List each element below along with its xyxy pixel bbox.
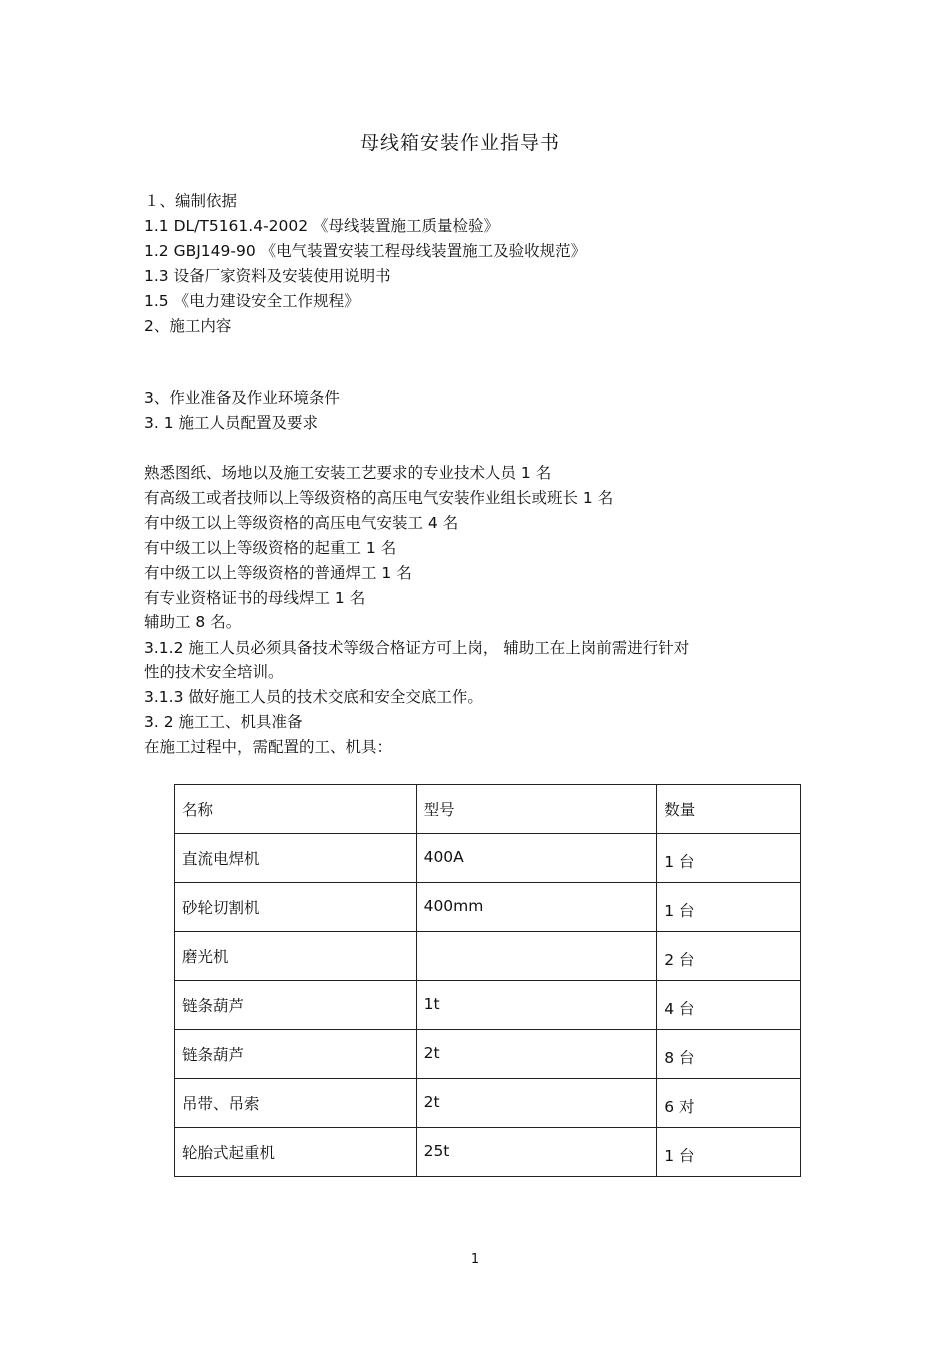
table-row — [175, 834, 801, 883]
cell-quantity: 8 台 — [657, 1030, 801, 1079]
tools-table — [174, 784, 801, 1177]
cell-name: 磨光机 — [175, 932, 417, 981]
table-header-row — [175, 785, 801, 834]
cell-name: 链条葫芦 — [175, 1030, 417, 1079]
requirement-3-1-2: 3.1.2 施工人员必须具备技术等级合格证方可上岗， 辅助工在上岗前需进行针对 — [144, 639, 690, 657]
cell-model: 25t — [416, 1128, 657, 1177]
table-row — [175, 883, 801, 932]
cell-name: 吊带、吊索 — [175, 1079, 417, 1128]
cell-name: 直流电焊机 — [175, 834, 417, 883]
tools-intro: 在施工过程中，需配置的工、机具： — [144, 738, 393, 756]
table-row — [175, 981, 801, 1030]
cell-quantity: 6 对 — [657, 1079, 801, 1128]
page-number: 1 — [470, 1252, 480, 1267]
document-title: 母线箱安装作业指导书 — [359, 132, 560, 154]
staff-line: 有中级工以上等级资格的高压电气安装工 4 名 — [144, 514, 459, 532]
cell-quantity: 4 台 — [657, 981, 801, 1030]
staff-line: 辅助工 8 名。 — [144, 613, 242, 631]
basis-item-1-2: 1.2 GBJ149-90 《电气装置安装工程母线装置施工及验收规范》 — [144, 242, 587, 260]
table-row — [175, 1128, 801, 1177]
header-name: 名称 — [175, 785, 417, 834]
cell-quantity: 1 台 — [657, 883, 801, 932]
cell-model: 400A — [416, 834, 657, 883]
basis-item-1-3: 1.3 设备厂家资料及安装使用说明书 — [144, 267, 391, 285]
cell-quantity: 2 台 — [657, 932, 801, 981]
cell-model: 2t — [416, 1079, 657, 1128]
staff-config-heading: 3. 1 施工人员配置及要求 — [144, 414, 319, 432]
basis-item-1-1: 1.1 DL/T5161.4-2002 《母线装置施工质量检验》 — [144, 217, 500, 235]
staff-line: 有专业资格证书的母线焊工 1 名 — [144, 589, 366, 607]
cell-model: 400mm — [416, 883, 657, 932]
cell-quantity: 1 台 — [657, 1128, 801, 1177]
requirement-3-1-3: 3.1.3 做好施工人员的技术交底和安全交底工作。 — [144, 688, 483, 706]
cell-name: 砂轮切割机 — [175, 883, 417, 932]
cell-quantity: 1 台 — [657, 834, 801, 883]
prep-heading: 3、作业准备及作业环境条件 — [144, 389, 340, 407]
header-model: 型号 — [416, 785, 657, 834]
staff-line: 有高级工或者技师以上等级资格的高压电气安装作业组长或班长 1 名 — [144, 489, 614, 507]
cell-model: 2t — [416, 1030, 657, 1079]
staff-line: 有中级工以上等级资格的普通焊工 1 名 — [144, 564, 412, 582]
table-row — [175, 1030, 801, 1079]
basis-item-1-5: 1.5 《电力建设安全工作规程》 — [144, 292, 360, 310]
cell-model — [416, 932, 657, 981]
cell-name: 轮胎式起重机 — [175, 1128, 417, 1177]
basis-heading: １、编制依据 — [144, 192, 238, 210]
table-row — [175, 932, 801, 981]
header-quantity: 数量 — [657, 785, 801, 834]
cell-model: 1t — [416, 981, 657, 1030]
tools-heading: 3. 2 施工工、机具准备 — [144, 713, 303, 731]
cell-name: 链条葫芦 — [175, 981, 417, 1030]
staff-line: 有中级工以上等级资格的起重工 1 名 — [144, 539, 397, 557]
requirement-3-1-2-cont: 性的技术安全培训。 — [144, 663, 284, 681]
table-row — [175, 1079, 801, 1128]
content-heading: 2、施工内容 — [144, 317, 232, 335]
staff-line: 熟悉图纸、场地以及施工安装工艺要求的专业技术人员 1 名 — [144, 464, 552, 482]
